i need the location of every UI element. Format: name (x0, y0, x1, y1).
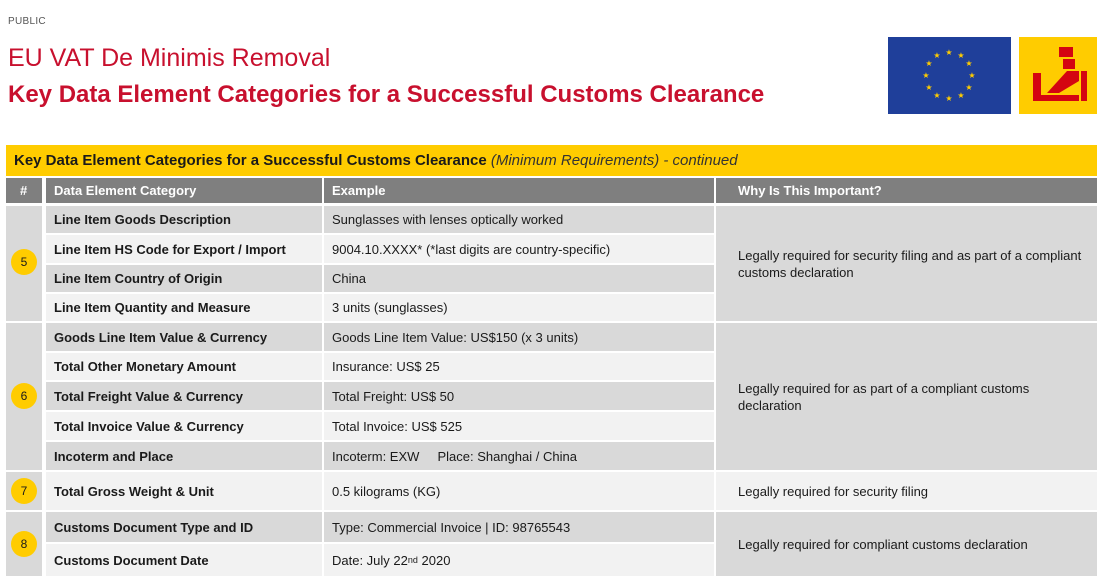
table-row: Line Item Goods Description (46, 206, 322, 233)
table-row: Incoterm: EXW Place: Shanghai / China (324, 442, 714, 470)
page-subtitle: Key Data Element Categories for a Successful Customs Clearance (8, 81, 765, 108)
why-important-text: Legally required for security filing and as part of a compliant customs declaration (716, 206, 1097, 321)
svg-text:★: ★ (968, 71, 976, 80)
why-important-text: Legally required for compliant customs declaration (716, 512, 1097, 576)
classification-label: PUBLIC (8, 16, 46, 27)
table-row: Total Freight Value & Currency (46, 382, 322, 410)
eu-flag-logo (888, 37, 1011, 114)
svg-text:★: ★ (945, 94, 953, 103)
group-number-badge: 7 (11, 478, 37, 504)
banner-title: Key Data Element Categories for a Successful Customs Clearance (14, 152, 487, 169)
header-category: Data Element Category (46, 178, 322, 203)
group-number-badge: 8 (11, 531, 37, 557)
date-example-ordinal: nd (407, 555, 418, 565)
header-why: Why Is This Important? (716, 178, 1097, 203)
table-row: China (324, 265, 714, 292)
table-row: 9004.10.XXXX* (*last digits are country-specific) (324, 235, 714, 263)
table-row: Insurance: US$ 25 (324, 353, 714, 380)
table-row: 3 units (sunglasses) (324, 294, 714, 321)
why-important-text: Legally required for security filing (716, 472, 1097, 510)
table-row: Total Other Monetary Amount (46, 353, 322, 380)
why-important-text: Legally required for as part of a compliant customs declaration (716, 323, 1097, 470)
table-row: Goods Line Item Value & Currency (46, 323, 322, 351)
date-example-suffix: 2020 (417, 552, 451, 568)
table-row: Line Item Quantity and Measure (46, 294, 322, 321)
table-row: Total Invoice: US$ 525 (324, 412, 714, 440)
banner-note: (Minimum Requirements) - continued (490, 152, 738, 169)
date-example-prefix: Date: July 22 (332, 552, 408, 568)
table-row: Total Invoice Value & Currency (46, 412, 322, 440)
svg-text:★: ★ (945, 48, 953, 57)
group-number-badge: 6 (11, 383, 37, 409)
svg-text:★: ★ (933, 91, 941, 100)
table-row: Customs Document Date (46, 544, 322, 576)
table-row: Incoterm and Place (46, 442, 322, 470)
table-row: Line Item Country of Origin (46, 265, 322, 292)
header-num: # (6, 178, 42, 203)
page-title: EU VAT De Minimis Removal (8, 44, 331, 72)
svg-text:★: ★ (933, 51, 941, 60)
table-row (324, 544, 714, 576)
table-row: Goods Line Item Value: US$150 (x 3 units) (324, 323, 714, 351)
table-row: Type: Commercial Invoice | ID: 98765543 (324, 512, 714, 542)
svg-text:★: ★ (965, 83, 973, 92)
table-row: 0.5 kilograms (KG) (324, 472, 714, 510)
table-row: Total Gross Weight & Unit (46, 472, 322, 510)
customs-officer-icon (1019, 37, 1097, 114)
svg-text:★: ★ (925, 59, 933, 68)
table-row: Sunglasses with lenses optically worked (324, 206, 714, 233)
svg-text:★: ★ (957, 51, 965, 60)
eu-stars-icon (888, 37, 1011, 114)
table-row: Line Item HS Code for Export / Import (46, 235, 322, 263)
svg-text:★: ★ (965, 59, 973, 68)
table-row: Customs Document Type and ID (46, 512, 322, 542)
svg-text:★: ★ (925, 83, 933, 92)
header-example: Example (324, 178, 714, 203)
table-banner (6, 145, 1097, 176)
svg-text:★: ★ (922, 71, 930, 80)
table-row: Total Freight: US$ 50 (324, 382, 714, 410)
group-number-badge: 5 (11, 249, 37, 275)
dhl-logo (1019, 37, 1097, 114)
svg-text:★: ★ (957, 91, 965, 100)
